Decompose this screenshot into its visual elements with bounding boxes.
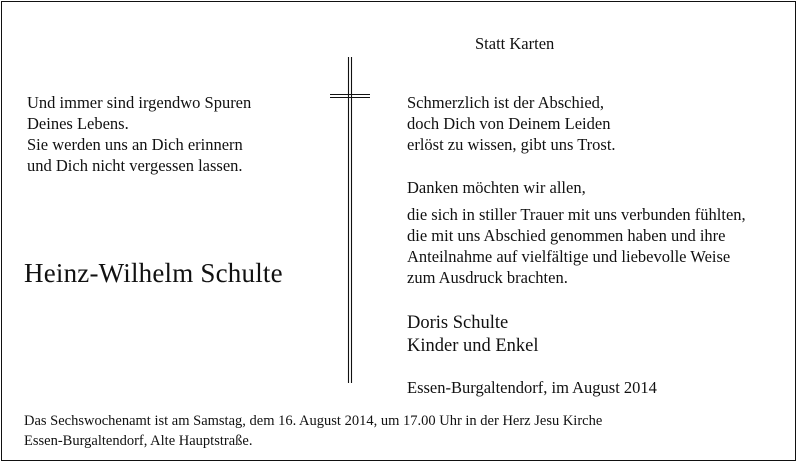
cross-icon bbox=[330, 57, 370, 383]
verse-right-line: erlöst zu wissen, gibt uns Trost. bbox=[407, 135, 616, 154]
thanks-body bbox=[407, 204, 746, 288]
place-date: Essen-Burgaltendorf, im August 2014 bbox=[407, 378, 657, 397]
service-note-line: Das Sechswochenamt ist am Samstag, dem 16. August 2014, um 17.00 Uhr in der Herz Jesu Kirche bbox=[24, 413, 603, 429]
verse-left-line: Sie werden uns an Dich erinnern bbox=[27, 135, 243, 154]
verse-left-line: Deines Lebens. bbox=[27, 114, 129, 133]
thanks-body-line: Anteilnahme auf vielfältige und liebevolle Weise bbox=[407, 247, 731, 266]
verse-right-line: doch Dich von Deinem Leiden bbox=[407, 114, 611, 133]
thanks-body-line: zum Ausdruck brachten. bbox=[407, 268, 568, 287]
verse-right-line: Schmerzlich ist der Abschied, bbox=[407, 93, 605, 112]
thanks-body-line: die mit uns Abschied genommen haben und ihre bbox=[407, 226, 726, 245]
thanks-body-line: die sich in stiller Trauer mit uns verbunden fühlten, bbox=[407, 205, 746, 224]
verse-left bbox=[27, 92, 251, 176]
signature-block bbox=[407, 312, 539, 358]
service-note bbox=[24, 411, 602, 451]
verse-right bbox=[407, 92, 616, 155]
signature-line: Kinder und Enkel bbox=[407, 336, 539, 356]
header-statt-karten: Statt Karten bbox=[475, 34, 555, 53]
verse-left-line: Und immer sind irgendwo Spuren bbox=[27, 93, 252, 112]
thanks-intro: Danken möchten wir allen, bbox=[407, 178, 586, 197]
service-note-line: Essen-Burgaltendorf, Alte Hauptstraße. bbox=[24, 433, 253, 449]
verse-left-line: und Dich nicht vergessen lassen. bbox=[27, 156, 243, 175]
signature-line: Doris Schulte bbox=[407, 313, 509, 333]
deceased-name: Heinz-Wilhelm Schulte bbox=[24, 258, 283, 288]
